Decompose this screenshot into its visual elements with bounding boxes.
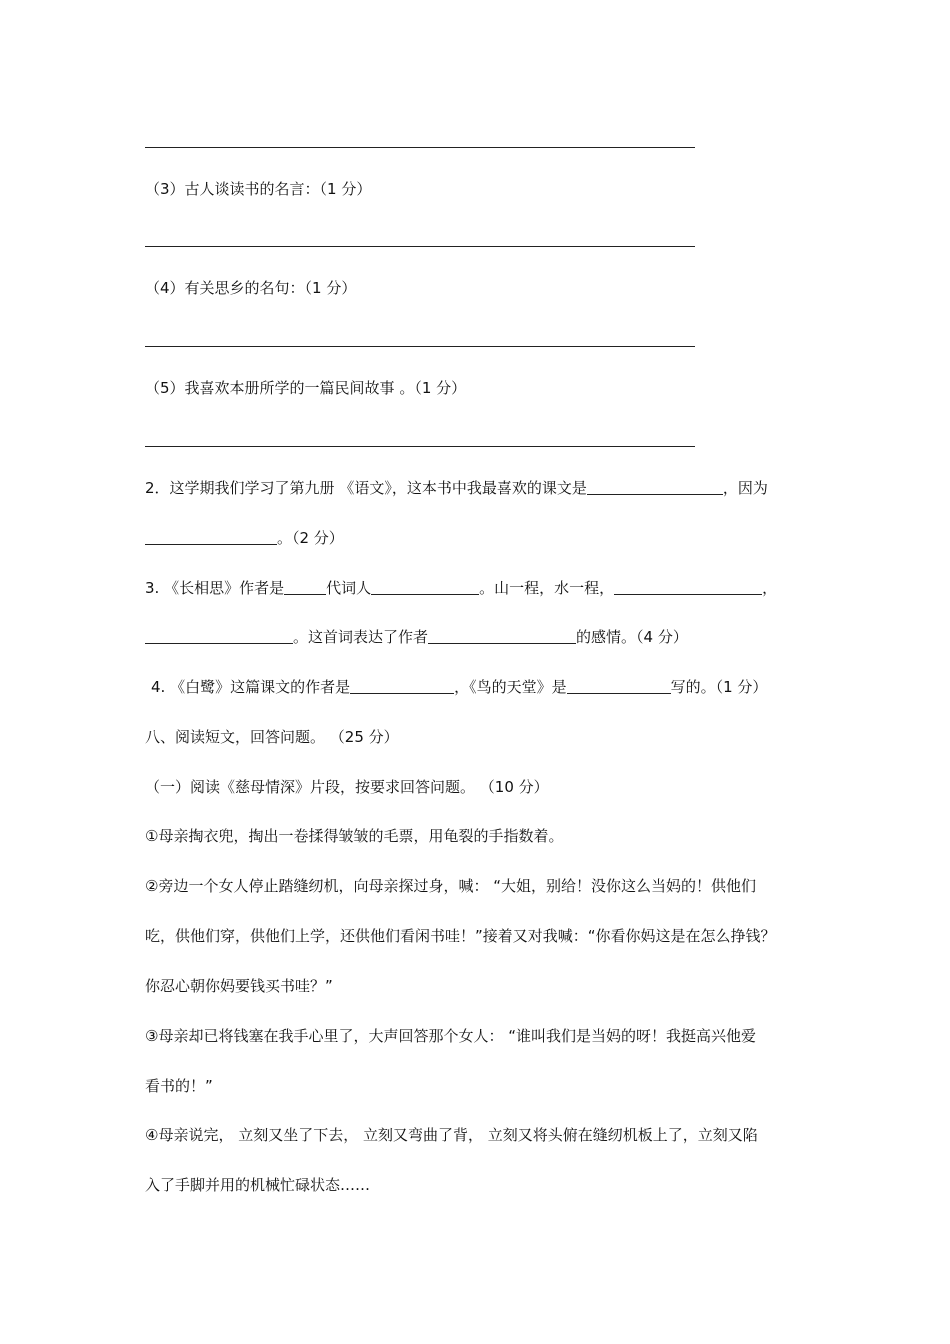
author-blank[interactable] — [371, 580, 479, 595]
q4-text-b: ，《鸟的天堂》是 — [454, 678, 567, 696]
passage-paragraph-3-line-1: ③母亲却已将钱塞在我手心里了，大声回答那个女人： “谁叫我们是当妈的呀！我挺高兴他爱 — [145, 1027, 756, 1045]
passage-paragraph-2-line-3: 你忍心朝你妈要钱买书哇？” — [145, 977, 333, 995]
q1-item-3: （3）古人谈读书的名言：（1 分） — [145, 180, 372, 198]
answer-line-2 — [145, 147, 695, 148]
question-3-line-1 — [145, 578, 777, 598]
reason-blank[interactable] — [145, 530, 277, 545]
answer-line-5 — [145, 446, 695, 447]
favorite-lesson-blank[interactable] — [587, 480, 723, 495]
poem-line-blank-1[interactable] — [614, 580, 762, 595]
q3-text-b: 代词人 — [326, 579, 372, 597]
egret-author-blank[interactable] — [350, 679, 454, 694]
q2-text-3: 。（2 分） — [277, 529, 344, 547]
q3-text-d: ， — [762, 579, 778, 597]
feeling-blank[interactable] — [428, 629, 576, 644]
q1-item-4: （4）有关思乡的名句：（1 分） — [145, 279, 357, 297]
q3-text-c: 。山一程，水一程， — [479, 579, 615, 597]
q3-text-a: 3. 《长相思》作者是 — [145, 579, 285, 597]
section-8-title: 八、阅读短文，回答问题。 （25 分） — [145, 728, 399, 746]
passage-paragraph-3-line-2: 看书的！” — [145, 1077, 213, 1095]
passage-paragraph-2-line-1: ②旁边一个女人停止踏缝纫机，向母亲探过身，喊： “大姐，别给！没你这么当妈的！供他们 — [145, 877, 756, 895]
answer-line-3 — [145, 246, 695, 247]
bird-heaven-author-blank[interactable] — [567, 679, 671, 694]
q4-text-a: 4. 《白鹭》这篇课文的作者是 — [151, 678, 351, 696]
question-2-line-1 — [145, 478, 768, 498]
q2-text-2: ，因为 — [722, 479, 768, 497]
q4-text-c: 写的。（1 分） — [670, 678, 768, 696]
dynasty-blank[interactable] — [284, 580, 326, 595]
passage-paragraph-4-line-1: ④母亲说完， 立刻又坐了下去， 立刻又弯曲了背， 立刻又将头俯在缝纫机板上了，立刻又陷 — [145, 1126, 758, 1144]
question-2-line-2 — [145, 528, 344, 548]
passage-paragraph-1: ①母亲掏衣兜，掏出一卷揉得皱皱的毛票，用龟裂的手指数着。 — [145, 827, 564, 845]
question-3-line-2 — [145, 627, 688, 647]
answer-line-4 — [145, 346, 695, 347]
section-8-subtitle: （一）阅读《慈母情深》片段，按要求回答问题。 （10 分） — [145, 778, 549, 796]
q3-text-e: 。这首词表达了作者 — [293, 628, 429, 646]
passage-paragraph-2-line-2: 吃，供他们穿，供他们上学，还供他们看闲书哇！”接着又对我喊：“你看你妈这是在怎么挣钱？ — [145, 927, 776, 945]
poem-line-blank-2[interactable] — [145, 629, 293, 644]
question-4 — [151, 677, 767, 697]
q1-item-5: （5）我喜欢本册所学的一篇民间故事 。（1 分） — [145, 379, 467, 397]
passage-paragraph-4-line-2: 入了手脚并用的机械忙碌状态…… — [145, 1176, 371, 1194]
q2-text-1: 2．这学期我们学习了第九册 《语文》，这本书中我最喜欢的课文是 — [145, 479, 587, 497]
q3-text-f: 的感情。（4 分） — [576, 628, 688, 646]
